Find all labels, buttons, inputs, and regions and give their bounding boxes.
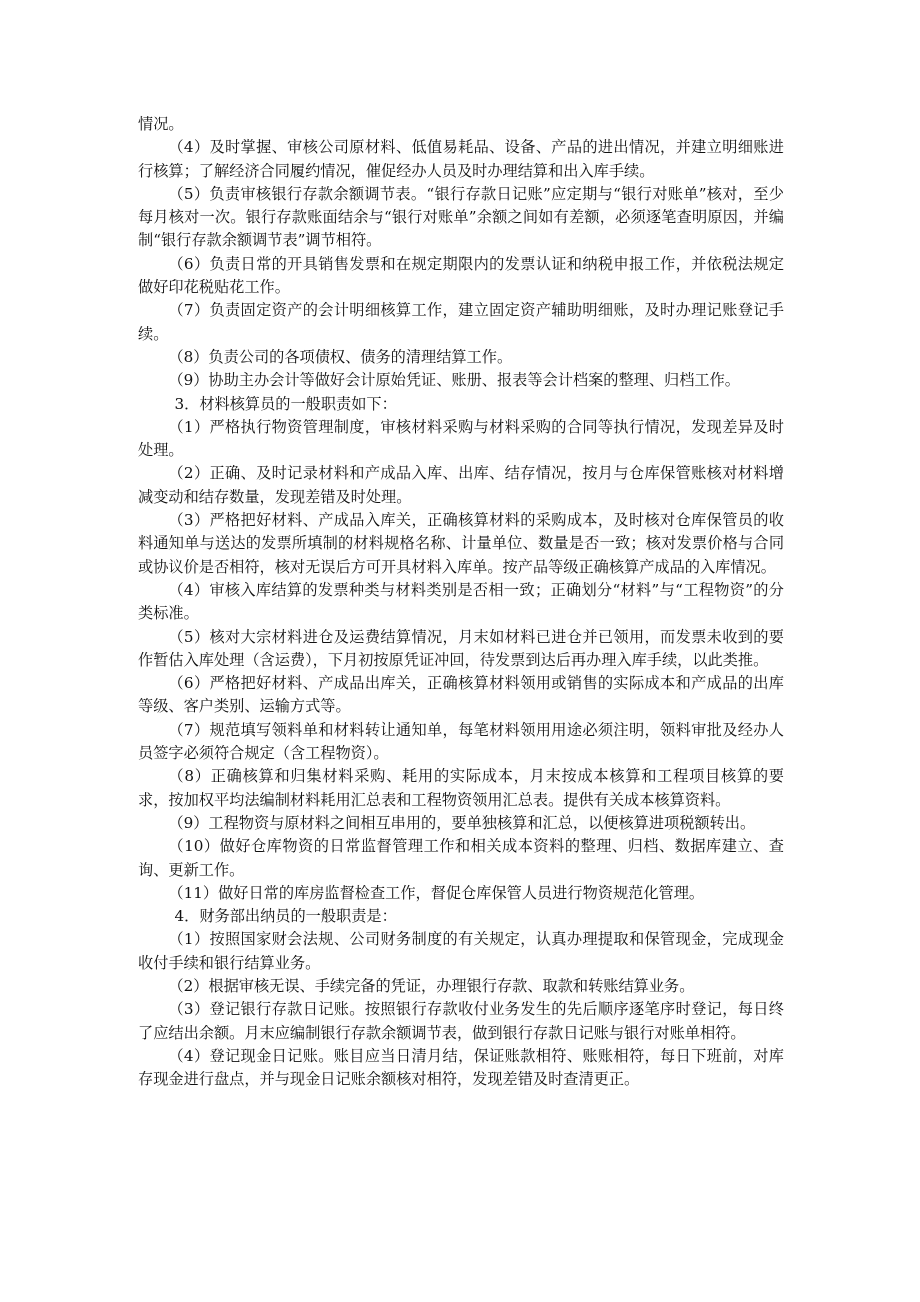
material-item-11: （11）做好日常的库房监督检查工作，督促仓库保管人员进行物资规范化管理。 — [168, 883, 705, 902]
duty-item-6: （6）负责日常的开具销售发票和在规定期限内的发票认证和纳税申报工作，并依税法规定做好印花税贴花工作。 — [138, 254, 784, 297]
material-item-9: （9）工程物资与原材料之间相互串用的，要单独核算和汇总，以便核算进项税额转出。 — [168, 813, 756, 832]
section-heading-cashier: 4．财务部出纳员的一般职责是： — [174, 907, 397, 926]
material-item-8: （8）正确核算和归集材料采购、耗用的实际成本，月末按成本核算和工程项目核算的要求，按加权平均法编制材料耗用汇总表和工程物资领用汇总表。提供有关成本核算资料。 — [138, 767, 784, 809]
material-item-6: （6）严格把好材料、产成品出库关，正确核算材料领用或销售的实际成本和产成品的出库等级、客户类别、运输方式等。 — [138, 674, 784, 716]
section-heading-material-accountant: 3．材料核算员的一般职责如下： — [174, 394, 397, 413]
material-item-1: （1）严格执行物资管理制度，审核材料采购与材料采购的合同等执行情况，发现差异及时处理。 — [138, 417, 784, 460]
material-item-4: （4）审核入库结算的发票种类与材料类别是否相一致；正确划分“材料”与“工程物资”的分类标准。 — [138, 580, 784, 623]
document-body — [138, 113, 784, 1091]
material-item-7: （7）规范填写领料单和材料转让通知单，每笔材料领用用途必须注明，领料审批及经办人员签字必须符合规定（含工程物资）。 — [138, 720, 784, 763]
cashier-item-3: （3）登记银行存款日记账。按照银行存款收付业务发生的先后顺序逐笔序时登记，每日终了应结出余额。月末应编制银行存款余额调节表，做到银行存款日记账与银行对账单相符。 — [138, 1000, 784, 1042]
duty-item-5: （5）负责审核银行存款余额调节表。“银行存款日记账”应定期与“银行对账单”核对，至少每月核对一次。银行存款账面结余与“银行对账单”余额之间如有差额，必须逐笔查明原因，并编制“银行存款余额调节表”调节相符。 — [138, 184, 784, 250]
paragraph-continuation: 情况。 — [138, 115, 184, 133]
material-item-10: （10）做好仓库物资的日常监督管理工作和相关成本资料的整理、归档、数据库建立、查询、更新工作。 — [138, 837, 784, 879]
duty-item-8: （8）负责公司的各项债权、债务的清理结算工作。 — [168, 347, 513, 366]
material-item-3: （3）严格把好材料、产成品入库关，正确核算材料的采购成本，及时核对仓库保管员的收料通知单与送达的发票所填制的材料规格名称、计量单位、数量是否一致；核对发票价格与合同或协议价是否相符，核对无误后方可开具材料入库单。按产品等级正确核算产成品的入库情况。 — [138, 511, 784, 576]
duty-item-9: （9）协助主办会计等做好会计原始凭证、账册、报表等会计档案的整理、归档工作。 — [168, 371, 740, 390]
cashier-item-2: （2）根据审核无误、手续完备的凭证，办理银行存款、取款和转账结算业务。 — [168, 976, 695, 995]
cashier-item-4: （4）登记现金日记账。账目应当日清月结，保证账款相符、账账相符，每日下班前，对库存现金进行盘点，并与现金日记账余额核对相符，发现差错及时查清更正。 — [138, 1046, 784, 1089]
material-item-2: （2）正确、及时记录材料和产成品入库、出库、结存情况，按月与仓库保管账核对材料增减变动和结存数量，发现差错及时处理。 — [138, 464, 784, 506]
duty-item-7: （7）负责固定资产的会计明细核算工作，建立固定资产辅助明细账，及时办理记账登记手续。 — [138, 301, 784, 343]
duty-item-4: （4）及时掌握、审核公司原材料、低值易耗品、设备、产品的进出情况，并建立明细账进行核算；了解经济合同履约情况，催促经办人员及时办理结算和出入库手续。 — [138, 138, 784, 180]
material-item-5: （5）核对大宗材料进仓及运费结算情况，月末如材料已进仓并已领用，而发票未收到的要作暂估入库处理（含运费），下月初按原凭证冲回，待发票到达后再办理入库手续，以此类推。 — [138, 627, 784, 669]
cashier-item-1: （1）按照国家财会法规、公司财务制度的有关规定，认真办理提取和保管现金，完成现金收付手续和银行结算业务。 — [138, 930, 784, 972]
